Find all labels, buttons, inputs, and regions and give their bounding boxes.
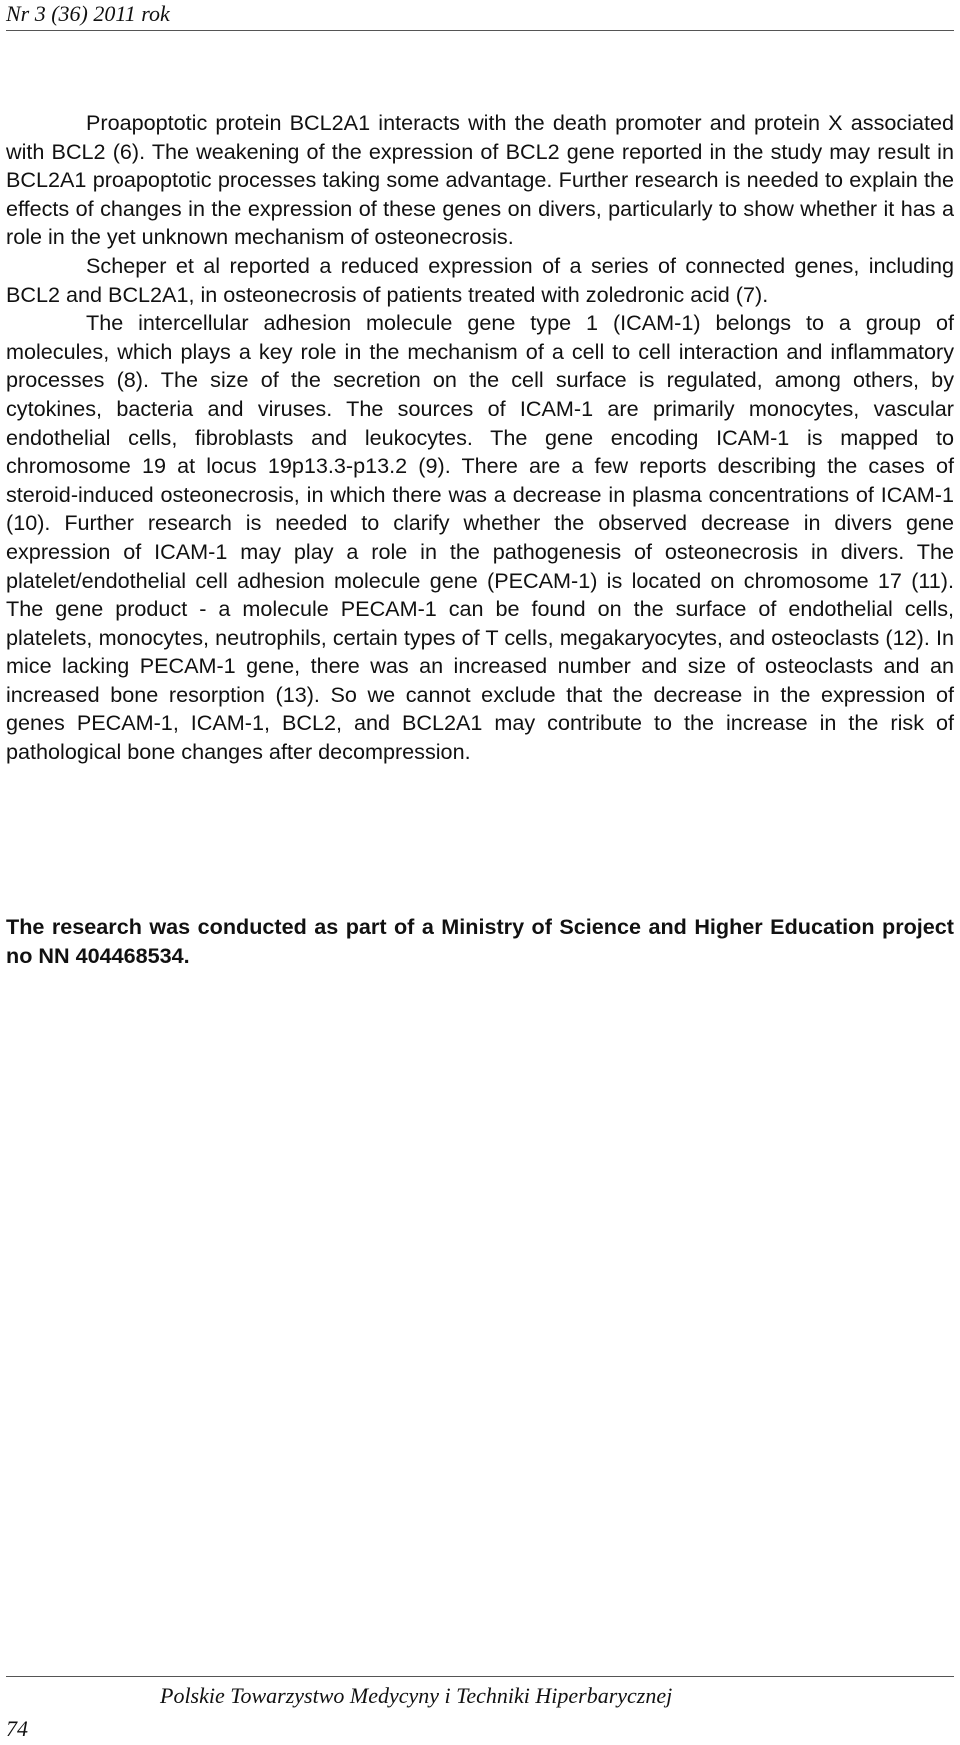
acknowledgement: The research was conducted as part of a Ministry of Science and Higher Education project no NN 404468534.: [6, 914, 954, 968]
paragraph-icam-pecam: The intercellular adhesion molecule gene type 1 (ICAM-1) belongs to a group of molecules, which plays a key role in the mechanism of a cell to cell interaction and inflammatory processes (8). The size of the secretion on the cell surface is regulated, among others, by cytokines, bacteria and viruses. The sources of ICAM-1 are primarily monocytes, vascular endothelial cells, fibroblasts and leukocytes. The gene encoding ICAM-1 is mapped to chromosome 19 at locus 19p13.3-p13.2 (9). There are a few reports describing the cases of steroid-induced osteonecrosis, in which there was a decrease in plasma concentrations of ICAM-1 (10). Further research is needed to clarify whether the observed decrease in divers gene expression of ICAM-1 may play a role in the pathogenesis of osteonecrosis in divers. The platelet/endothelial cell adhesion molecule gene (PECAM-1) is located on chromosome 17 (11). The gene product - a molecule PECAM-1 can be found on the surface of endothelial cells, platelets, monocytes, neutrophils, certain types of T cells, megakaryocytes, and osteoclasts (12). In mice lacking PECAM-1 gene, there was an increased number and size of osteoclasts and an increased bone resorption (13). So we cannot exclude that the decrease in the expression of genes PECAM-1, ICAM-1, BCL2, and BCL2A1 may contribute to the increase in the risk of pathological bone changes after decompression.: [6, 310, 954, 765]
page-number: 74: [6, 1716, 28, 1741]
footer-divider: [6, 1676, 954, 1677]
footer-society-name: Polskie Towarzystwo Medycyny i Techniki Hiperbarycznej: [160, 1683, 673, 1708]
paragraph-bcl2a1: Proapoptotic protein BCL2A1 interacts with the death promoter and protein X associated with BCL2 (6). The weakening of the expression of BCL2 gene reported in the study may result in BCL2A1 proapoptotic processes taking some advantage. Further research is needed to explain the effects of changes in the expression of these genes on divers, particularly to show whether it has a role in the yet unknown mechanism of osteonecrosis.: [6, 110, 954, 250]
article-body: [6, 109, 954, 767]
paragraph-scheper: Scheper et al reported a reduced expression of a series of connected genes, including BCL2 and BCL2A1, in osteonecrosis of patients treated with zoledronic acid (7).: [6, 252, 954, 307]
running-head: Nr 3 (36) 2011 rok: [6, 0, 954, 31]
